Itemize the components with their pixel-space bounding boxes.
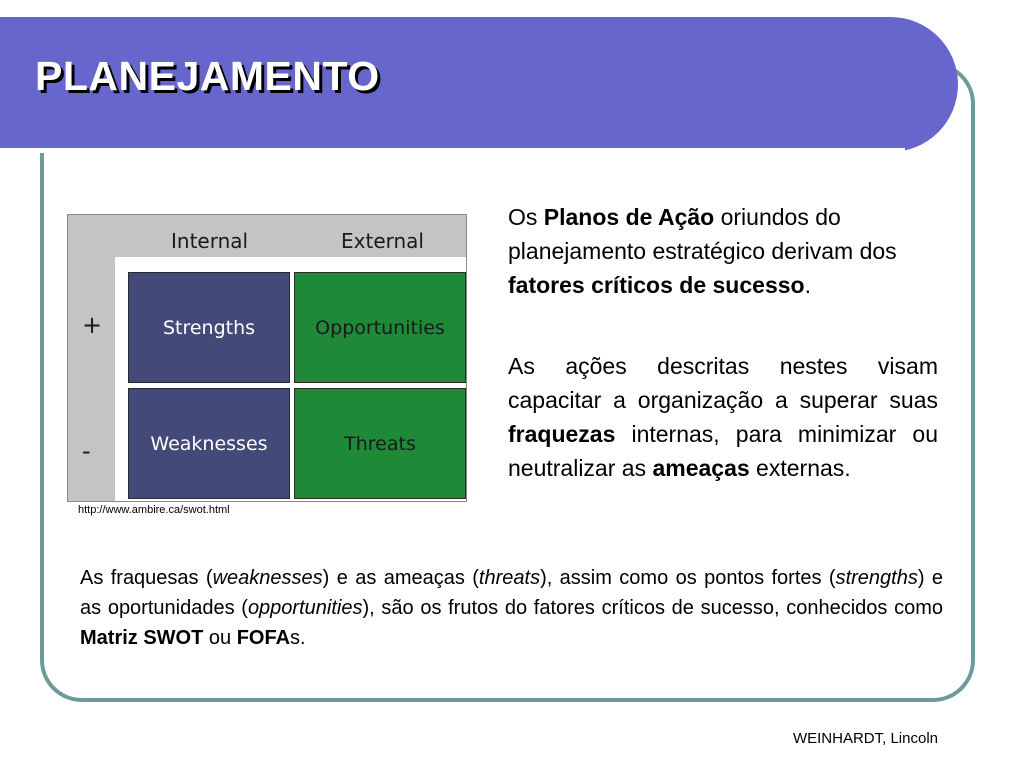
swot-strengths: Strengths (128, 272, 290, 383)
slide-title: PLANEJAMENTO (35, 53, 380, 99)
swot-threats: Threats (294, 388, 466, 499)
swot-header-internal: Internal (171, 229, 249, 253)
paragraph-matriz-swot: As fraquesas (weaknesses) e as ameaças (threats), assim como os pontos fortes (strengths) e as oportunidades (opportunities), são os frutos do fatores críticos de sucesso, conhecidos como Matriz SWOT ou FOFAs. (80, 567, 944, 649)
title-underline (0, 148, 905, 153)
image-source-link[interactable]: http://www.ambire.ca/swot.html (78, 504, 230, 516)
swot-row-minus: - (82, 437, 91, 465)
paragraph-acoes-descritas: As ações descritas nestes visam capacitar a organização a superar suas fraquezas internas, para minimizar ou neutralizar as ameaças externas. (508, 353, 938, 481)
swot-weaknesses: Weaknesses (128, 388, 290, 499)
paragraph-planos-de-acao: Os Planos de Ação oriundos do planejamento estratégico derivam dos fatores críticos de sucesso. (508, 204, 897, 298)
author-credit: WEINHARDT, Lincoln (792, 730, 938, 747)
swot-header-external: External (341, 229, 424, 253)
swot-opportunities: Opportunities (294, 272, 466, 383)
swot-matrix-image (67, 214, 467, 502)
swot-row-plus: + (82, 311, 103, 339)
